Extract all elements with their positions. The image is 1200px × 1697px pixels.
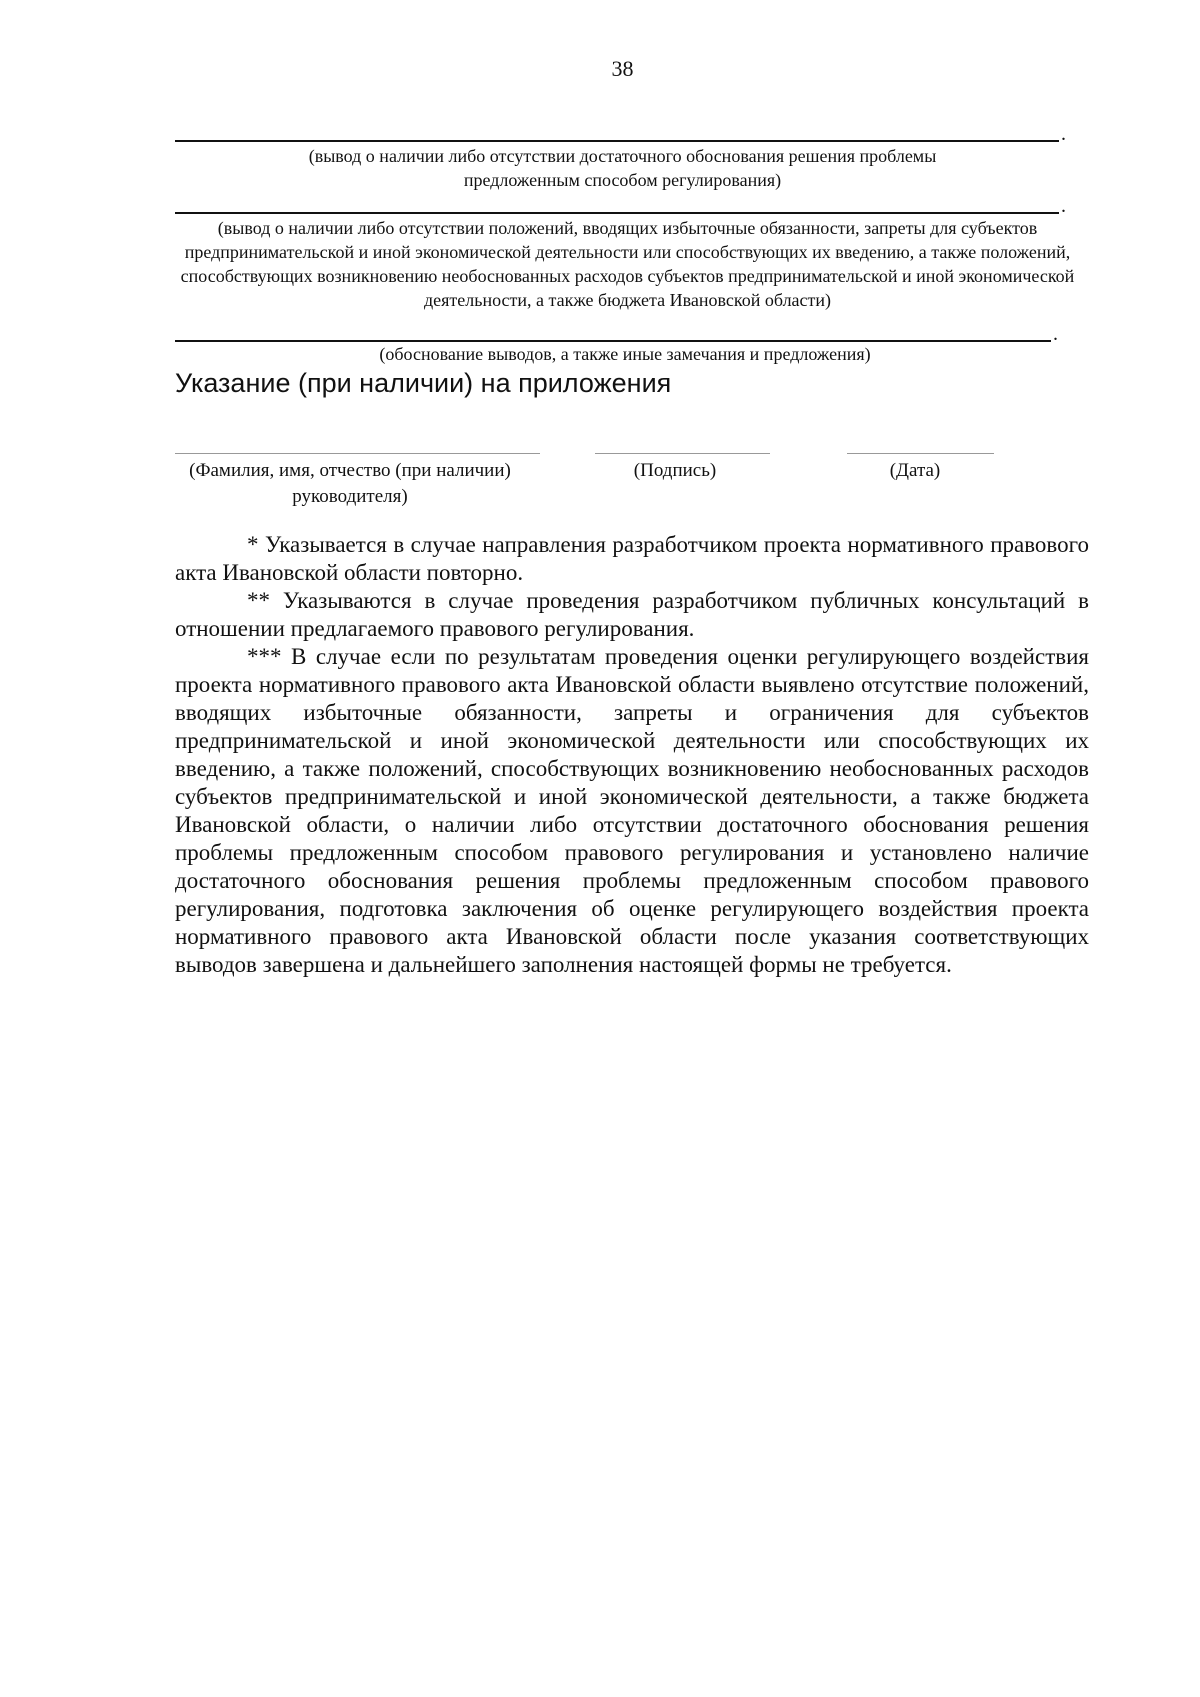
signature-sign-label: (Подпись) bbox=[633, 460, 717, 481]
fill-line-provisions-row bbox=[175, 192, 1075, 217]
fill-line-reasoning-row bbox=[175, 320, 1070, 345]
fill-line-provisions bbox=[175, 212, 1059, 214]
footnote-1: * Указывается в случае направления разработчиком проекта нормативного правового акта Ивановской области повторно. bbox=[175, 532, 1089, 585]
signature-date-line bbox=[847, 453, 994, 454]
caption-conclusion-justification: (вывод о наличии либо отсутствии достаточного обоснования решения проблемы предложенным способом регулирования) bbox=[308, 146, 937, 190]
fill-line-justification bbox=[175, 140, 1059, 142]
footnote-2: ** Указываются в случае проведения разработчиком публичных консультаций в отношении предлагаемого правового регулирования. bbox=[175, 588, 1089, 641]
attachments-heading: Указание (при наличии) на приложения bbox=[175, 368, 672, 398]
fill-line-justification-row bbox=[175, 120, 1075, 145]
page-number: 38 bbox=[611, 56, 634, 81]
signature-sign-line bbox=[595, 453, 770, 454]
signature-name-line bbox=[175, 453, 540, 454]
fill-line-end-dot: . bbox=[1061, 123, 1066, 145]
signature-date-label: (Дата) bbox=[889, 460, 941, 481]
fill-line-end-dot: . bbox=[1053, 323, 1058, 345]
footnotes bbox=[175, 531, 1089, 979]
fill-line-end-dot: . bbox=[1061, 195, 1066, 217]
caption-reasoning: (обоснование выводов, а также иные замечания и предложения) bbox=[379, 344, 871, 364]
caption-conclusion-provisions: (вывод о наличии либо отсутствии положений, вводящих избыточные обязанности, запреты для субъектов предпринимательской и иной экономической деятельности или способствующих их введению, а также положений, способствующих возникновению необоснованных расходов субъектов предпринимательской и иной экономической деятельности, а также бюджета Ивановской области) bbox=[180, 218, 1075, 310]
signature-name-label: (Фамилия, имя, отчество (при наличии) руководителя) bbox=[189, 460, 511, 507]
footnote-3: *** В случае если по результатам проведения оценки регулирующего воздействия проекта нормативного правового акта Ивановской области выявлено отсутствие положений, вводящих избыточные обязанности, запреты и ограничения для субъектов предпринимательской и иной экономической деятельности или способствующих их введению, а также положений, способствующих возникновению необоснованных расходов субъектов предпринимательской и иной экономической деятельности, а также бюджета Ивановской области, о наличии либо отсутствии достаточного обоснования решения проблемы предложенным способом правового регулирования и установлено наличие достаточного обоснования решения проблемы предложенным способом правового регулирования, подготовка заключения об оценке регулирующего воздействия проекта нормативного правового акта Ивановской области после указания соответствующих выводов завершена и дальнейшего заполнения настоящей формы не требуется. bbox=[175, 644, 1089, 977]
